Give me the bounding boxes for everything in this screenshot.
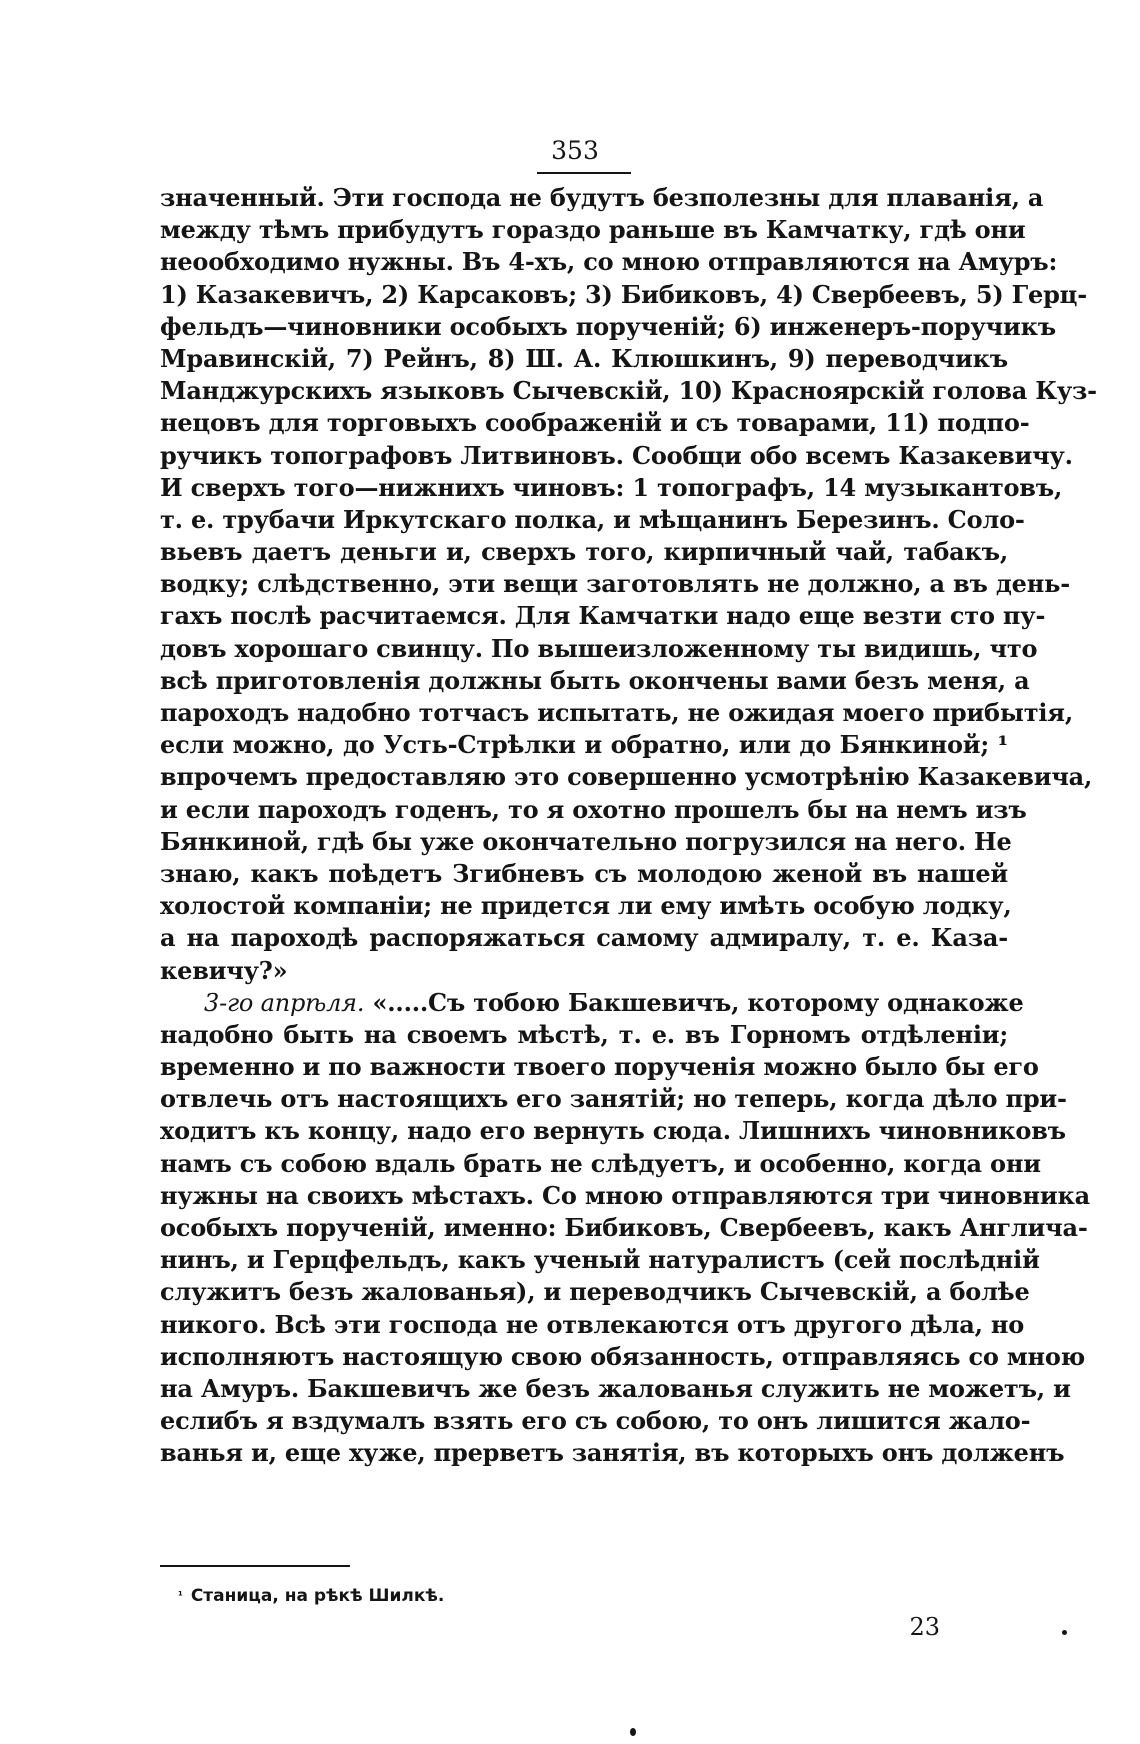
text-line: Бянкиной, гдѣ бы уже окончательно погрузился на него. Не — [160, 826, 1012, 856]
print-speck — [1062, 1630, 1067, 1635]
text-line: гахъ послѣ расчитаемся. Для Камчатки надо еще везти сто пу- — [160, 601, 1046, 631]
text-line: Мравинскій, 7) Рейнъ, 8) Ш. А. Клюшкинъ, 9) переводчикъ — [160, 343, 1008, 373]
text-line: временно и по важности твоего порученія можно было бы его — [160, 1052, 1039, 1082]
text-line: служитъ безъ жалованья), и переводчикъ Сычевскій, а болѣе — [160, 1277, 1030, 1307]
print-speck — [630, 1728, 636, 1736]
text-line: неообходимо нужны. Въ 4-хъ, со мною отправляются на Амуръ: — [160, 247, 1058, 277]
text-line: знаю, какъ поѣдетъ Згибневъ съ молодою женой въ нашей — [160, 858, 1008, 888]
text-line-fragment: «.....Съ тобою Бакшевичъ, которому однакоже — [372, 987, 1024, 1017]
footnote-rule — [160, 1565, 350, 1567]
text-line: фельдъ—чиновники особыхъ порученій; 6) инженеръ-поручикъ — [160, 311, 1056, 341]
footnote-mark: ¹ — [178, 1589, 183, 1602]
text-line: 1) Казакевичъ, 2) Карсаковъ; 3) Бибиковъ, 4) Свербеевъ, 5) Герц- — [160, 279, 1087, 309]
text-line: ручикъ топографовъ Литвиновъ. Сообщи обо всемъ Казакевичу. — [160, 440, 1073, 470]
text-line: намъ съ собою вдаль брать не слѣдуетъ, и особенно, когда они — [160, 1148, 1041, 1178]
letter-date: 3-го апрѣля. — [204, 988, 365, 1017]
text-line: т. е. трубачи Иркутскаго полка, и мѣщанинъ Березинъ. Соло- — [160, 504, 1025, 534]
body-text — [160, 182, 1097, 1470]
text-line: значенный. Эти господа не будутъ безполезны для плаванія, а — [160, 183, 1044, 212]
text-line: нецовъ для торговыхъ соображеній и съ товарами, 11) подпо- — [160, 408, 1030, 438]
text-line: ходитъ къ концу, надо его вернуть сюда. Лишнихъ чиновниковъ — [160, 1116, 1066, 1146]
text-line: особыхъ порученій, именно: Бибиковъ, Свербеевъ, какъ Англича- — [160, 1213, 1088, 1242]
printer-signature: 23 — [909, 1613, 940, 1641]
text-line: впрочемъ предоставляю это совершенно усмотрѣнію Казакевича, — [160, 762, 1093, 792]
text-line: вьевъ даетъ деньги и, сверхъ того, кирпичный чай, табакъ, — [160, 537, 1008, 567]
text-line: отвлечь отъ настоящихъ его занятій; но теперь, когда дѣло при- — [160, 1084, 1067, 1114]
text-line: всѣ приготовленія должны быть окончены вами безъ меня, а — [160, 665, 1030, 695]
text-line: И сверхъ того—нижнихъ чиновъ: 1 топографъ, 14 музыкантовъ, — [160, 472, 1063, 502]
text-line: и если пароходъ годенъ, то я охотно прошелъ бы на немъ изъ — [160, 794, 1027, 824]
text-line: никого. Всѣ эти господа не отвлекаются отъ другого дѣла, но — [160, 1309, 1025, 1339]
text-line: а на пароходѣ распоряжаться самому адмиралу, т. е. Каза- — [160, 923, 1008, 953]
text-line: кевичу?» — [160, 955, 288, 985]
text-line: исполняютъ настоящую свою обязанность, отправляясь со мною — [160, 1341, 1086, 1371]
text-line: если можно, до Усть-Стрѣлки и обратно, или до Бянкиной; ¹ — [160, 730, 1008, 760]
text-line: Манджурскихъ языковъ Сычевскій, 10) Красноярскій голова Куз- — [160, 376, 1097, 406]
footnote-text: Станица, на рѣкѣ Шилкѣ. — [190, 1586, 445, 1606]
page-number: 353 — [551, 136, 599, 165]
text-line: еслибъ я вздумалъ взять его съ собою, то онъ лишится жало- — [160, 1406, 1031, 1436]
text-line: нужны на своихъ мѣстахъ. Со мною отправляются три чиновника — [160, 1180, 1090, 1210]
text-line: на Амуръ. Бакшевичъ же безъ жалованья служить не можетъ, и — [160, 1373, 1071, 1403]
text-line: пароходъ надобно тотчасъ испытать, не ожидая моего прибытія, — [160, 698, 1073, 727]
text-line: довъ хорошаго свинцу. По вышеизложенному ты видишь, что — [160, 633, 1038, 663]
page-number-rule — [537, 172, 631, 174]
text-line: холостой компаніи; не придется ли ему имѣть особую лодку, — [160, 891, 1012, 921]
text-line: надобно быть на своемъ мѣстѣ, т. е. въ Горномъ отдѣленіи; — [160, 1019, 1008, 1049]
text-line: нинъ, и Герцфельдъ, какъ ученый натуралистъ (сей послѣдній — [160, 1245, 1040, 1275]
text-line: водку; слѣдственно, эти вещи заготовлять не должно, а въ день- — [160, 569, 1070, 599]
text-line: между тѣмъ прибудутъ гораздо раньше въ Камчатку, гдѣ они — [160, 215, 1026, 245]
date-line — [160, 987, 1024, 1019]
text-line: ванья и, еще хуже, прерветъ занятія, въ которыхъ онъ долженъ — [160, 1438, 1065, 1468]
footnote — [178, 1585, 444, 1607]
